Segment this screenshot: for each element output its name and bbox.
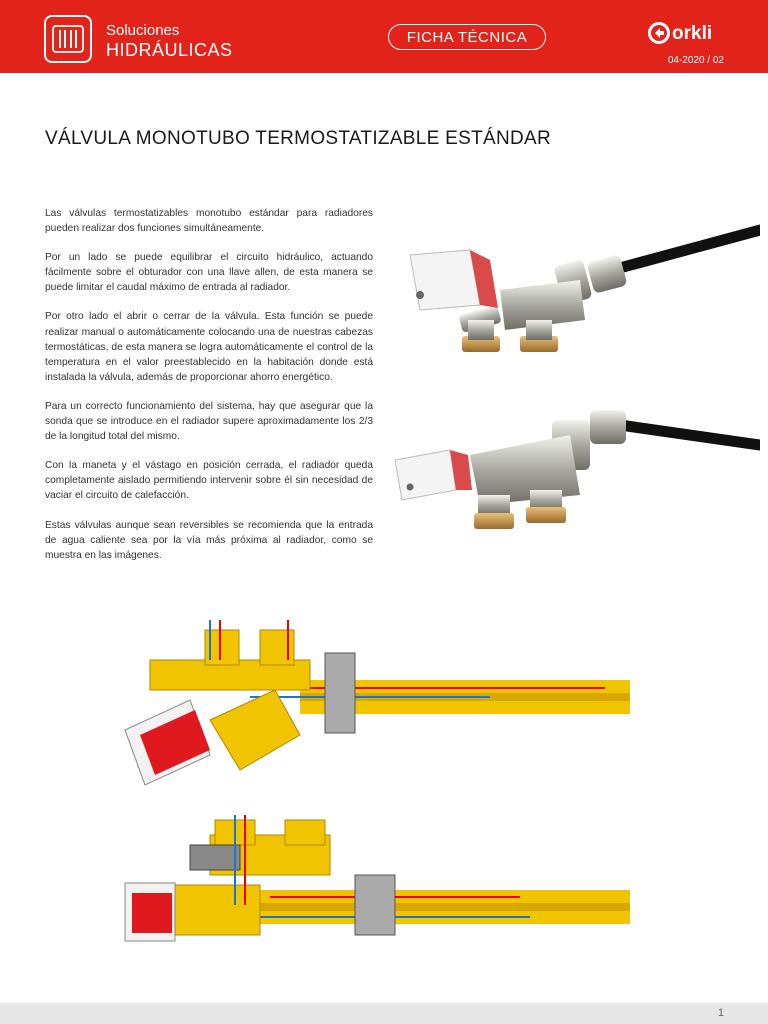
- brand-line2: HIDRÁULICAS: [106, 40, 233, 60]
- doc-date-code: 04-2020 / 02: [667, 55, 724, 66]
- valve-photo-top: [390, 210, 760, 380]
- paragraph: Para un correcto funcionamiento del sistema, hay que asegurar que la sonda que se introduce en el radiador supere aproximadamente los 2/3 de la longitud total del mismo.: [45, 400, 373, 443]
- radiator-icon: [44, 15, 92, 63]
- orkli-logo-icon: [648, 22, 670, 44]
- paragraph: Estas válvulas aunque sean reversibles se recomienda que la entrada de agua caliente sea por la vía más próxima al radiador, como se muestra en las imágenes.: [45, 519, 373, 561]
- header-bar: [0, 0, 768, 73]
- paragraph: Por un lado se puede equilibrar el circuito hidráulico, actuando fácilmente sobre el obturador con una llave allen, de esta manera se puede limitar el caudal máximo de entrada al radiador.: [45, 252, 373, 294]
- page-number: 1: [717, 1007, 724, 1019]
- doc-type-badge: FICHA TÉCNICA: [388, 24, 546, 50]
- body-text: [45, 206, 373, 577]
- paragraph: Con la maneta y el vástago en posición cerrada, el radiador queda completamente aislado permitiendo intervenir sobre él sin necesidad de vaciar el circuito de calefacción.: [45, 460, 373, 502]
- paragraph: Las válvulas termostatizables monotubo estándar para radiadores pueden realizar dos funciones simultáneamente.: [45, 208, 373, 235]
- valve-cutaway-diagram-top: [110, 605, 635, 795]
- valve-cutaway-diagram-bottom: [110, 805, 635, 995]
- paragraph: Por otro lado el abrir o cerrar de la válvula. Esta función se puede realizar manual o automáticamente colocando una de nuestras cabezas termostáticas, de esta manera se logra automáticamente el control de la temperatura en el valor preestablecido en la habitación donde está instalada la válvula, además de proporcionar ahorro energético.: [45, 311, 373, 383]
- page-title: VÁLVULA MONOTUBO TERMOSTATIZABLE ESTÁNDAR: [45, 128, 552, 149]
- company-logo: [648, 22, 728, 48]
- brand-line1: Soluciones: [106, 22, 180, 39]
- footer-bar: [0, 1003, 768, 1024]
- valve-photo-bottom: [390, 395, 760, 545]
- company-name: orkli: [672, 23, 713, 44]
